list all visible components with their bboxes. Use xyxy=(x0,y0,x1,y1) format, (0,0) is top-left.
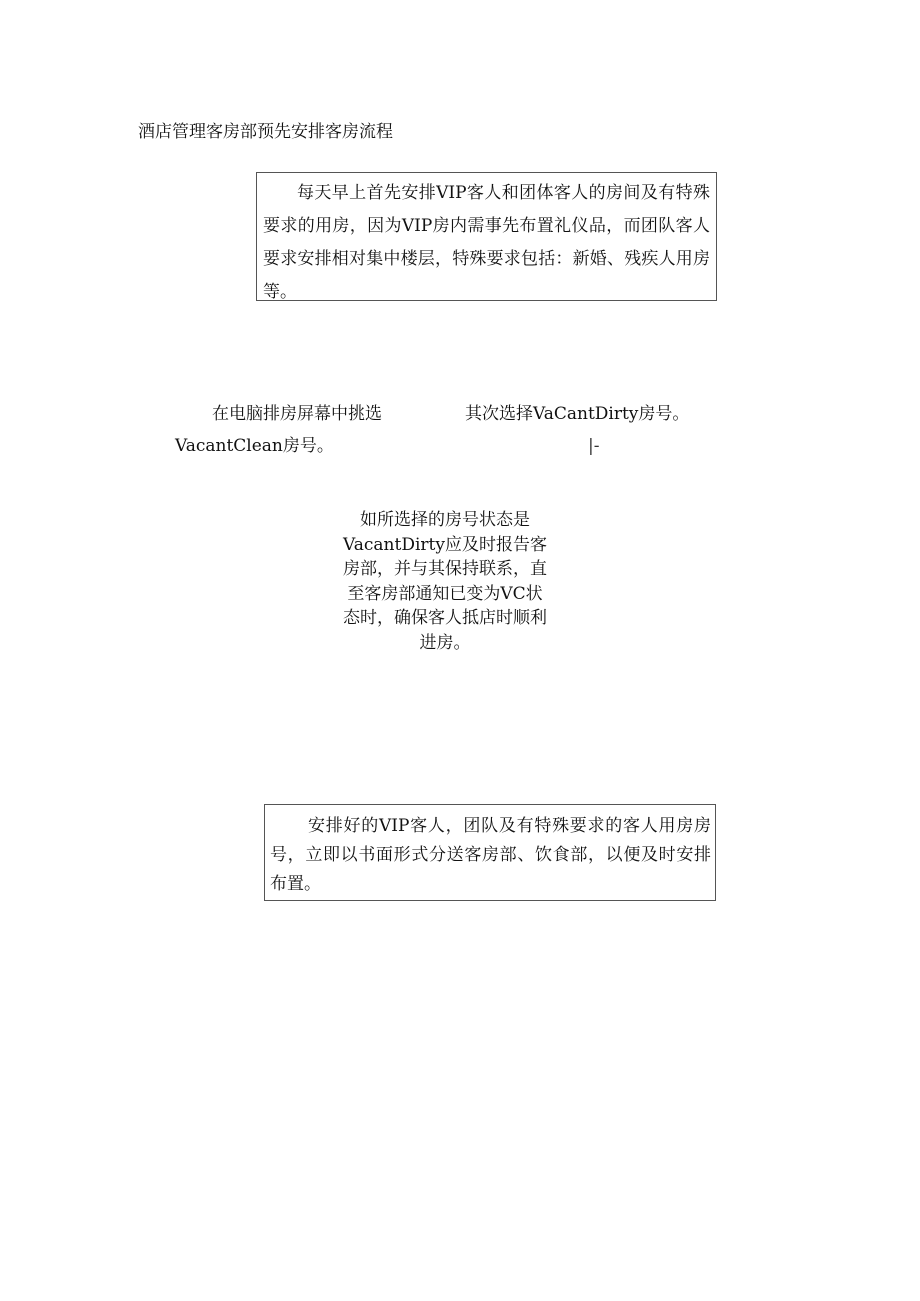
step-select-clean-line2: VacantClean房号。 xyxy=(175,436,334,456)
vip-priority-box: 每天早上首先安排VIP客人和团体客人的房间及有特殊要求的用房，因为VIP房内需事先布置礼仪品，而团队客人要求安排相对集中楼层，特殊要求包括：新婚、残疾人用房等。 xyxy=(256,172,717,301)
step-select-dirty: 其次选择VaCantDirty房号。 xyxy=(465,404,690,424)
notify-departments-box: 安排好的VIP客人，团队及有特殊要求的客人用房房号，立即以书面形式分送客房部、饮食部，以便及时安排布置。 xyxy=(264,804,716,901)
step-select-clean-line1: 在电脑排房屏幕中挑选 xyxy=(212,404,382,424)
dirty-room-note-line: VacantDirty应及时报告客 xyxy=(343,534,547,555)
dirty-room-note-line: 如所选择的房号状态是 xyxy=(360,510,530,530)
dirty-room-note-line: 至客房部通知已变为VC状 xyxy=(347,583,543,604)
dirty-room-note xyxy=(325,508,565,655)
document-title: 酒店管理客房部预先安排客房流程 xyxy=(138,122,393,142)
dirty-room-note-line: 态时，确保客人抵店时顺利 xyxy=(343,608,547,628)
connector-mark: |- xyxy=(588,436,600,456)
dirty-room-note-line: 进房。 xyxy=(419,632,471,653)
dirty-room-note-line: 房部，并与其保持联系，直 xyxy=(343,559,547,579)
